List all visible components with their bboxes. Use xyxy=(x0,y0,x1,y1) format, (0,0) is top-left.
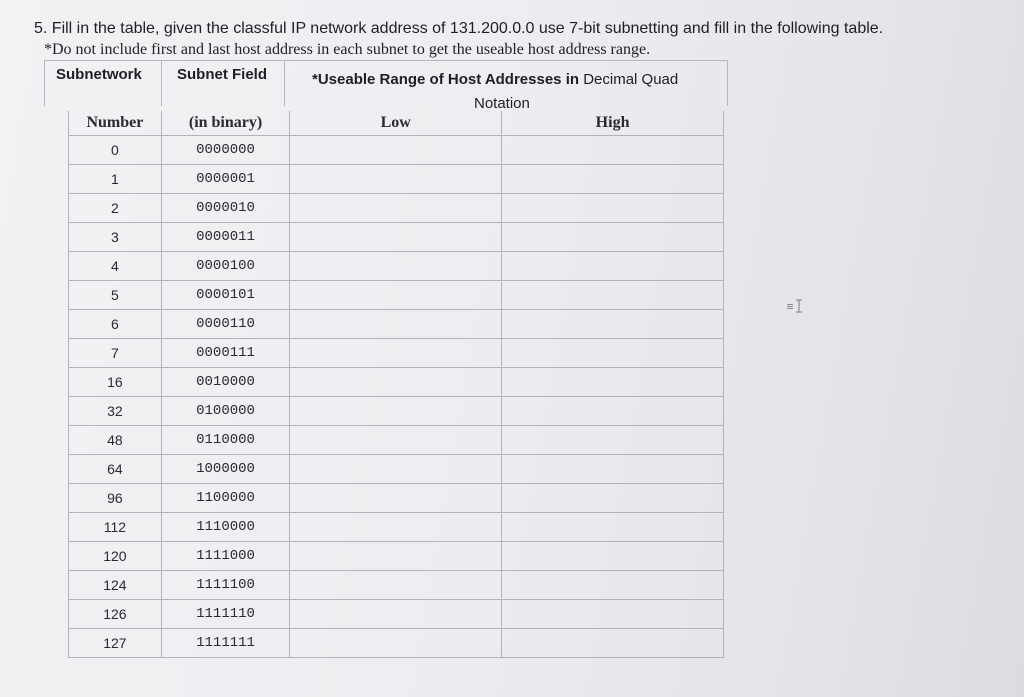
host-range-header-plain: Decimal Quad xyxy=(579,71,679,88)
subnet-number-cell: 0 xyxy=(69,136,162,165)
table-row xyxy=(69,542,724,571)
low-column-header: Low xyxy=(290,111,502,136)
high-address-cell[interactable] xyxy=(502,629,724,658)
low-address-cell[interactable] xyxy=(290,542,502,571)
table-header-row xyxy=(69,111,724,136)
subnetwork-header: Subnetwork xyxy=(56,66,142,83)
table-row xyxy=(69,484,724,513)
table-row xyxy=(69,629,724,658)
high-address-cell[interactable] xyxy=(502,194,724,223)
subnet-number-cell: 5 xyxy=(69,281,162,310)
table-row xyxy=(69,252,724,281)
table-row xyxy=(69,455,724,484)
high-address-cell[interactable] xyxy=(502,571,724,600)
low-address-cell[interactable] xyxy=(290,252,502,281)
host-range-header-bold: *Useable Range of Host Addresses in xyxy=(312,71,580,88)
subnet-number-cell: 6 xyxy=(69,310,162,339)
header-divider xyxy=(727,61,728,106)
subnet-binary-cell: 1000000 xyxy=(161,455,290,484)
low-address-cell[interactable] xyxy=(290,194,502,223)
subnet-binary-cell: 0000111 xyxy=(161,339,290,368)
subnet-binary-cell: 1111000 xyxy=(161,542,290,571)
subnet-binary-cell: 1111111 xyxy=(161,629,290,658)
high-address-cell[interactable] xyxy=(502,165,724,194)
subnet-number-cell: 1 xyxy=(69,165,162,194)
table-row xyxy=(69,310,724,339)
subnet-binary-cell: 0000011 xyxy=(161,223,290,252)
high-address-cell[interactable] xyxy=(502,252,724,281)
low-address-cell[interactable] xyxy=(290,629,502,658)
low-address-cell[interactable] xyxy=(290,136,502,165)
low-address-cell[interactable] xyxy=(290,310,502,339)
subnet-binary-cell: 1110000 xyxy=(161,513,290,542)
host-range-header xyxy=(312,71,678,88)
subnet-binary-cell: 0000101 xyxy=(161,281,290,310)
low-address-cell[interactable] xyxy=(290,600,502,629)
high-column-header: High xyxy=(502,111,724,136)
subnet-binary-cell: 0010000 xyxy=(161,368,290,397)
subnet-binary-cell: 0110000 xyxy=(161,426,290,455)
subnet-number-cell: 16 xyxy=(69,368,162,397)
high-address-cell[interactable] xyxy=(502,455,724,484)
table-row xyxy=(69,194,724,223)
table-row xyxy=(69,165,724,194)
low-address-cell[interactable] xyxy=(290,223,502,252)
low-address-cell[interactable] xyxy=(290,426,502,455)
subnet-binary-cell: 0000100 xyxy=(161,252,290,281)
subnet-number-cell: 3 xyxy=(69,223,162,252)
subnet-number-cell: 120 xyxy=(69,542,162,571)
subnet-field-header: Subnet Field xyxy=(177,66,267,83)
high-address-cell[interactable] xyxy=(502,368,724,397)
table-row xyxy=(69,397,724,426)
high-address-cell[interactable] xyxy=(502,223,724,252)
low-address-cell[interactable] xyxy=(290,513,502,542)
low-address-cell[interactable] xyxy=(290,455,502,484)
header-divider xyxy=(284,61,285,106)
subnet-binary-cell: 1111100 xyxy=(161,571,290,600)
high-address-cell[interactable] xyxy=(502,484,724,513)
table-row xyxy=(69,513,724,542)
notation-header: Notation xyxy=(474,95,530,112)
subnet-binary-cell: 1100000 xyxy=(161,484,290,513)
subnet-number-cell: 126 xyxy=(69,600,162,629)
subnet-binary-cell: 0000001 xyxy=(161,165,290,194)
low-address-cell[interactable] xyxy=(290,281,502,310)
low-address-cell[interactable] xyxy=(290,339,502,368)
number-column-header: Number xyxy=(69,111,162,136)
low-address-cell[interactable] xyxy=(290,165,502,194)
subnet-number-cell: 96 xyxy=(69,484,162,513)
table-row xyxy=(69,426,724,455)
subnet-number-cell: 48 xyxy=(69,426,162,455)
table-row xyxy=(69,368,724,397)
low-address-cell[interactable] xyxy=(290,397,502,426)
subnet-number-cell: 112 xyxy=(69,513,162,542)
table-row xyxy=(69,600,724,629)
high-address-cell[interactable] xyxy=(502,513,724,542)
high-address-cell[interactable] xyxy=(502,281,724,310)
subnet-number-cell: 64 xyxy=(69,455,162,484)
question-note: *Do not include first and last host address in each subnet to get the useable host address range. xyxy=(44,41,651,58)
binary-column-header: (in binary) xyxy=(161,111,290,136)
table-row xyxy=(69,339,724,368)
table-row xyxy=(69,571,724,600)
subnet-binary-cell: 1111110 xyxy=(161,600,290,629)
low-address-cell[interactable] xyxy=(290,571,502,600)
subnet-number-cell: 127 xyxy=(69,629,162,658)
subnet-binary-cell: 0100000 xyxy=(161,397,290,426)
subnet-binary-cell: 0000000 xyxy=(161,136,290,165)
text-cursor-icon xyxy=(786,298,808,314)
subnet-number-cell: 2 xyxy=(69,194,162,223)
header-divider xyxy=(161,61,162,106)
subnet-number-cell: 124 xyxy=(69,571,162,600)
subnet-number-cell: 32 xyxy=(69,397,162,426)
table-row xyxy=(69,136,724,165)
low-address-cell[interactable] xyxy=(290,484,502,513)
table-row xyxy=(69,281,724,310)
high-address-cell[interactable] xyxy=(502,136,724,165)
table-header-block xyxy=(44,60,728,112)
high-address-cell[interactable] xyxy=(502,339,724,368)
subnet-number-cell: 7 xyxy=(69,339,162,368)
high-address-cell[interactable] xyxy=(502,600,724,629)
subnet-binary-cell: 0000110 xyxy=(161,310,290,339)
header-divider xyxy=(44,61,45,106)
high-address-cell[interactable] xyxy=(502,426,724,455)
low-address-cell[interactable] xyxy=(290,368,502,397)
question-text: 5. Fill in the table, given the classful IP network address of 131.200.0.0 use 7-bit subnetting and fill in the following table. xyxy=(34,20,884,37)
high-address-cell[interactable] xyxy=(502,310,724,339)
subnet-binary-cell: 0000010 xyxy=(161,194,290,223)
high-address-cell[interactable] xyxy=(502,397,724,426)
table-row xyxy=(69,223,724,252)
subnet-number-cell: 4 xyxy=(69,252,162,281)
high-address-cell[interactable] xyxy=(502,542,724,571)
subnet-table xyxy=(68,111,724,658)
